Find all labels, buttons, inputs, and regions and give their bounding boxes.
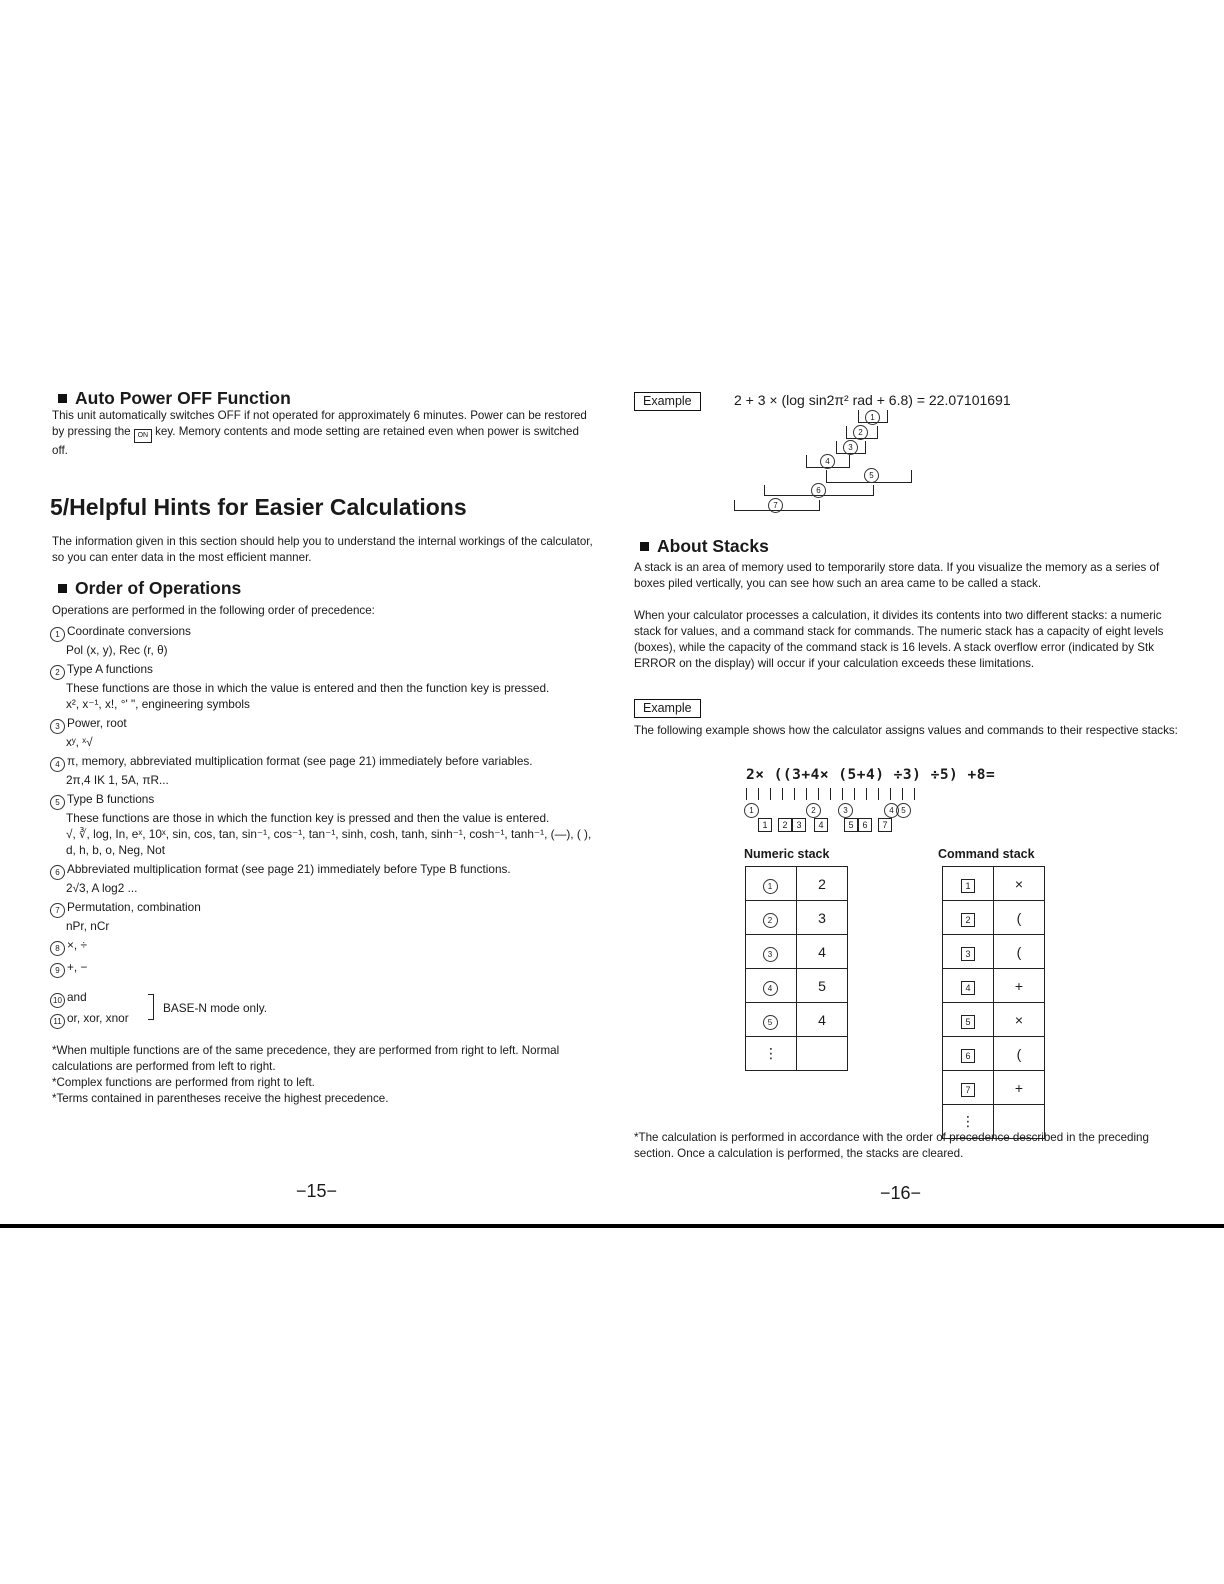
circled-number-icon: 2 — [763, 913, 778, 928]
circled-number-icon: 4 — [763, 981, 778, 996]
stack-row — [746, 969, 848, 1003]
circled-number-icon: 3 — [763, 947, 778, 962]
circled-number-icon: 4 — [50, 757, 65, 772]
stack-value-cell: ( — [994, 1037, 1045, 1071]
circled-number-icon: 4 — [884, 803, 899, 818]
stack-row — [943, 969, 1045, 1003]
circled-number-icon: 2 — [50, 665, 65, 680]
stack-index-cell — [746, 1037, 797, 1071]
circled-number-icon: 6 — [811, 483, 826, 498]
stack-row — [943, 867, 1045, 901]
about-title — [638, 536, 769, 557]
stack-value-cell: × — [994, 1003, 1045, 1037]
circled-number-icon: 2 — [853, 425, 868, 440]
order-item-11-label: or, xor, xnor — [67, 1011, 129, 1025]
circled-number-icon: 1 — [50, 627, 65, 642]
order-item-title-text: Permutation, combination — [67, 900, 201, 914]
note-2: *Complex functions are performed from right to left. — [52, 1076, 315, 1089]
stack-row — [746, 1003, 848, 1037]
circled-number-icon: 9 — [50, 963, 65, 978]
boxed-number-icon: 1 — [758, 818, 772, 832]
stack-index-cell — [943, 969, 994, 1003]
stack-value-cell — [797, 1037, 848, 1071]
circled-number-icon: 6 — [50, 865, 65, 880]
stack-index-cell — [943, 935, 994, 969]
circled-number-icon: 7 — [50, 903, 65, 918]
stack-value-cell: 4 — [797, 935, 848, 969]
about-title-text: About Stacks — [657, 536, 769, 556]
order-item-title — [50, 753, 597, 772]
boxed-number-icon: 1 — [961, 879, 975, 893]
example2-expression: 2× ((3+4× (5+4) ÷3) ÷5) +8= — [746, 767, 996, 783]
boxed-number-icon: 2 — [961, 913, 975, 927]
stack-value-cell: ( — [994, 901, 1045, 935]
order-list — [50, 623, 597, 981]
order-item-title — [50, 937, 597, 956]
circled-number-icon: 7 — [768, 498, 783, 513]
stack-value-cell: 2 — [797, 867, 848, 901]
circled-number-icon: 10 — [50, 993, 65, 1008]
stack-index-cell — [943, 901, 994, 935]
stacks-footnote: *The calculation is performed in accordance with the order of precedence described in the preceding section. Once a calculation is performed, the stacks are cleared. — [634, 1131, 1149, 1160]
stack-value-cell: 5 — [797, 969, 848, 1003]
order-item-title-text: Power, root — [67, 716, 127, 730]
stack-value-cell: + — [994, 1071, 1045, 1105]
example-label: Example — [634, 699, 701, 718]
circled-number-icon: 11 — [50, 1014, 65, 1029]
circled-number-icon: 5 — [763, 1015, 778, 1030]
example2-text: The following example shows how the calculator assigns values and commands to their respective stacks: — [634, 724, 1178, 737]
boxed-number-icon: 3 — [792, 818, 806, 832]
circled-number-icon: 5 — [864, 468, 879, 483]
numeric-stack-title: Numeric stack — [744, 847, 830, 861]
circled-number-icon: ⋮ — [764, 1045, 778, 1061]
example2-tick-marks — [746, 788, 926, 800]
stack-index-cell — [943, 1003, 994, 1037]
order-notes — [52, 1043, 597, 1107]
numeric-stack-table — [745, 866, 848, 1071]
stack-index-cell — [943, 867, 994, 901]
page-number-left: −15− — [296, 1181, 338, 1201]
order-item-11 — [50, 1010, 129, 1029]
order-item-title — [50, 715, 597, 734]
note-1: *When multiple functions are of the same precedence, they are performed from right to left. Normal calculations are performed from left to right. — [52, 1044, 560, 1073]
stack-row — [943, 1037, 1045, 1071]
order-item-title — [50, 899, 597, 918]
auto-power-text-b: key. Memory contents and mode setting are retained even when power is switched off. — [52, 425, 579, 457]
boxed-number-icon: 4 — [961, 981, 975, 995]
order-item-title-text: π, memory, abbreviated multiplication format (see page 21) immediately before variables. — [67, 754, 533, 768]
circled-number-icon: 3 — [50, 719, 65, 734]
stack-index-cell — [746, 867, 797, 901]
order-item-line: 2π,4 IK 1, 5A, πR... — [66, 773, 169, 787]
boxed-number-icon: 6 — [961, 1049, 975, 1063]
circled-number-icon: 5 — [50, 795, 65, 810]
order-item-line: These functions are those in which the function key is pressed and then the value is entered. — [66, 811, 550, 825]
stack-value-cell: ( — [994, 935, 1045, 969]
section-title: 5/Helpful Hints for Easier Calculations — [50, 494, 467, 520]
note-3: *Terms contained in parentheses receive the highest precedence. — [52, 1092, 389, 1105]
square-bullet-icon — [58, 584, 67, 593]
order-item — [50, 791, 597, 858]
stack-value-cell: 3 — [797, 901, 848, 935]
stack-index-cell — [746, 901, 797, 935]
order-item-title — [50, 623, 597, 642]
boxed-number-icon: 2 — [778, 818, 792, 832]
order-item — [50, 937, 597, 956]
circled-number-icon: 3 — [843, 440, 858, 455]
circled-number-icon: 8 — [50, 941, 65, 956]
stack-index-cell — [746, 935, 797, 969]
auto-power-text-a: This unit automatically switches OFF if not operated for approximately 6 minutes. Power can be restored by pressing the — [52, 409, 587, 438]
auto-power-title — [56, 388, 291, 409]
stack-index-cell — [943, 1071, 994, 1105]
order-item-line: Pol (x, y), Rec (r, θ) — [66, 643, 168, 657]
stack-row — [943, 1003, 1045, 1037]
order-item-line: nPr, nCr — [66, 919, 110, 933]
order-item — [50, 623, 597, 658]
order-item-line: √, ∛, log, In, eˣ, 10ˣ, sin, cos, tan, sin⁻¹, cos⁻¹, tan⁻¹, sinh, cosh, tanh, sinh⁻¹, cosh⁻¹, tanh⁻¹, (—), ( ), d, h, b, o, Neg, Not — [66, 827, 592, 857]
boxed-number-icon: 5 — [961, 1015, 975, 1029]
circled-number-icon: 3 — [838, 803, 853, 818]
order-item-line: These functions are those in which the value is entered and then the function key is pressed. — [66, 681, 550, 695]
order-item — [50, 899, 597, 934]
circled-number-icon: 1 — [763, 879, 778, 894]
stack-row — [746, 901, 848, 935]
stack-row — [943, 1071, 1045, 1105]
order-item-10 — [50, 989, 87, 1008]
stack-index-cell — [943, 1037, 994, 1071]
square-bullet-icon — [58, 394, 67, 403]
order-item-title-text: Type A functions — [67, 662, 153, 676]
about-p1: A stack is an area of memory used to temporarily store data. If you visualize the memory as a series of boxes piled vertically, you can see how such an area came to be called a stack. — [634, 561, 1160, 590]
order-item-title — [50, 959, 597, 978]
order-item-title-text: Abbreviated multiplication format (see page 21) immediately before Type B functions. — [67, 862, 511, 876]
bracket-icon — [148, 994, 154, 1020]
order-item — [50, 959, 597, 978]
circled-number-icon: 5 — [896, 803, 911, 818]
boxed-number-icon: 4 — [814, 818, 828, 832]
bottom-rule — [0, 1224, 1224, 1228]
stack-value-cell: + — [994, 969, 1045, 1003]
stack-row — [943, 935, 1045, 969]
stack-value-cell: 4 — [797, 1003, 848, 1037]
stack-row — [943, 901, 1045, 935]
circled-number-icon: 1 — [865, 410, 880, 425]
boxed-number-icon: 7 — [878, 818, 892, 832]
square-bullet-icon — [640, 542, 649, 551]
boxed-number-icon: 7 — [961, 1083, 975, 1097]
order-item — [50, 661, 597, 712]
on-key-icon: ON — [134, 429, 152, 443]
order-title-text: Order of Operations — [75, 578, 242, 598]
circled-number-icon: 1 — [744, 803, 759, 818]
order-item-title-text: Type B functions — [67, 792, 155, 806]
stack-row — [746, 867, 848, 901]
order-item-title-text: ×, ÷ — [67, 938, 87, 952]
order-lead: Operations are performed in the following order of precedence: — [52, 604, 375, 617]
order-item-line: xʸ, ˣ√ — [66, 735, 93, 749]
stack-value-cell: × — [994, 867, 1045, 901]
order-item-title — [50, 791, 597, 810]
boxed-number-icon: ⋮ — [961, 1113, 975, 1129]
command-stack-table — [942, 866, 1045, 1139]
example1-label — [634, 392, 701, 411]
order-item — [50, 861, 597, 896]
example-label: Example — [634, 392, 701, 411]
order-item — [50, 715, 597, 750]
boxed-number-icon: 6 — [858, 818, 872, 832]
auto-power-text — [52, 408, 597, 459]
order-item — [50, 753, 597, 788]
section-intro: The information given in this section should help you to understand the internal workings of the calculator, so you can enter data in the most efficient manner. — [52, 535, 593, 564]
boxed-number-icon: 3 — [961, 947, 975, 961]
about-p2: When your calculator processes a calculation, it divides its contents into two different stacks: a numeric stack for values, and a command stack for commands. The numeric stack has a capacity of eight levels (boxes), while the capacity of the command stack is 16 levels. A stack overflow error (indicated by Stk ERROR on the display) will occur if your calculation exceeds these limitations. — [634, 609, 1164, 670]
auto-power-title-text: Auto Power OFF Function — [75, 388, 291, 408]
example2-label — [634, 699, 701, 718]
stack-index-cell — [746, 969, 797, 1003]
stack-index-cell — [746, 1003, 797, 1037]
order-item-10-label: and — [67, 990, 87, 1004]
example1-expression: 2 + 3 × (log sin2π² rad + 6.8) = 22.07101691 — [734, 392, 1011, 408]
circled-number-icon: 4 — [820, 454, 835, 469]
order-item-title-text: +, − — [67, 960, 88, 974]
order-item-title — [50, 661, 597, 680]
order-title — [56, 578, 241, 599]
page-number-right: −16− — [880, 1183, 922, 1203]
order-item-line: x², x⁻¹, x!, °' ", engineering symbols — [66, 697, 250, 711]
stack-row — [746, 1037, 848, 1071]
command-stack-title: Command stack — [938, 847, 1035, 861]
order-item-title — [50, 861, 597, 880]
order-item-line: 2√3, A log2 ... — [66, 881, 138, 895]
boxed-number-icon: 5 — [844, 818, 858, 832]
stack-row — [746, 935, 848, 969]
basen-note: BASE-N mode only. — [163, 1001, 268, 1015]
order-item-title-text: Coordinate conversions — [67, 624, 191, 638]
circled-number-icon: 2 — [806, 803, 821, 818]
